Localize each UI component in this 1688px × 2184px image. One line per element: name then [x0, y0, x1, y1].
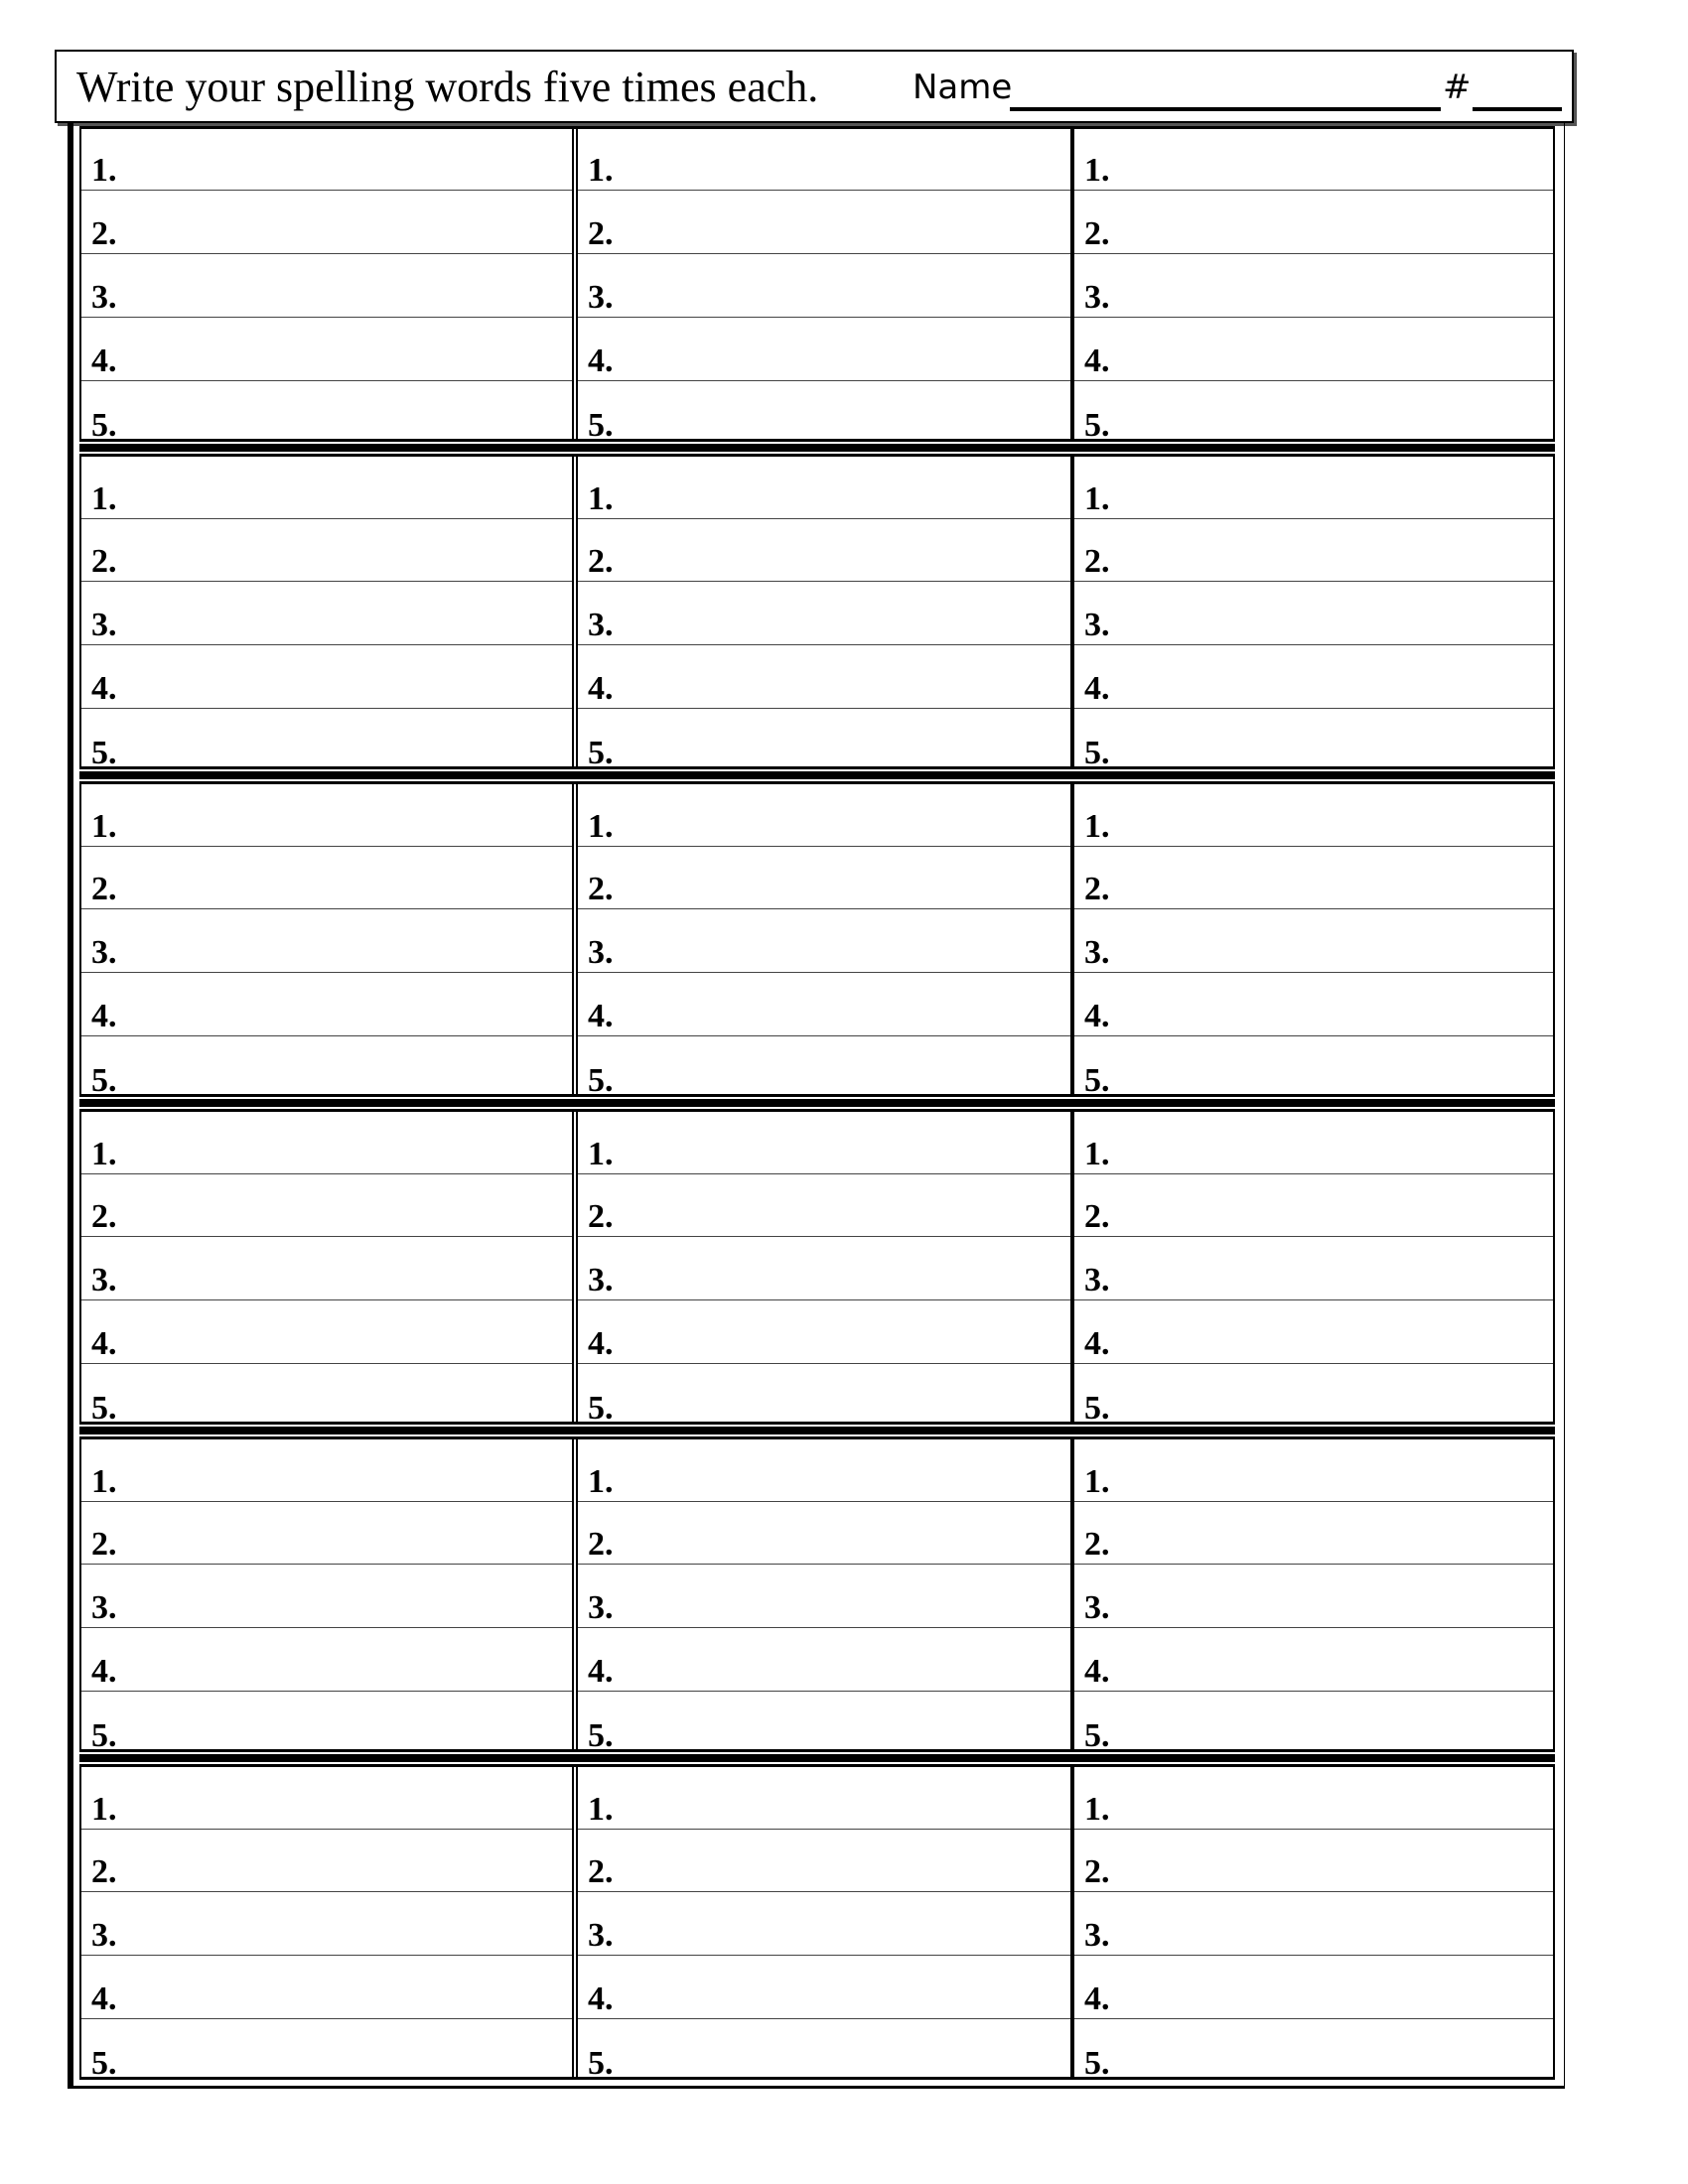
writing-line[interactable] — [578, 191, 1070, 254]
line-number: 5. — [91, 1717, 117, 1754]
line-number: 3. — [91, 1262, 117, 1298]
line-number: 4. — [91, 670, 117, 707]
word-block — [79, 1436, 1555, 1752]
block-separator — [79, 1754, 1555, 1762]
writing-line[interactable] — [1074, 381, 1553, 445]
line-number: 1. — [91, 808, 117, 845]
writing-line[interactable] — [578, 1767, 1070, 1830]
line-number: 2. — [91, 1526, 117, 1563]
line-number: 1. — [588, 480, 614, 517]
writing-line[interactable] — [81, 1956, 572, 2019]
writing-line[interactable] — [578, 1112, 1070, 1174]
line-number: 4. — [588, 998, 614, 1034]
writing-line[interactable] — [578, 1565, 1070, 1628]
writing-line[interactable] — [1074, 1767, 1553, 1830]
word-column — [1072, 1112, 1555, 1427]
line-number: 3. — [91, 279, 117, 316]
line-number: 2. — [1084, 1526, 1110, 1563]
writing-line[interactable] — [578, 381, 1070, 445]
line-number: 4. — [91, 1980, 117, 2017]
writing-line[interactable] — [578, 847, 1070, 909]
writing-line[interactable] — [81, 645, 572, 709]
line-number: 2. — [1084, 215, 1110, 252]
writing-line[interactable] — [578, 645, 1070, 709]
writing-line[interactable] — [81, 1112, 572, 1174]
line-number: 4. — [1084, 1325, 1110, 1362]
line-number: 1. — [1084, 480, 1110, 517]
writing-line[interactable] — [1074, 254, 1553, 318]
writing-line[interactable] — [1074, 1565, 1553, 1628]
line-number: 1. — [1084, 1136, 1110, 1172]
writing-line[interactable] — [578, 1956, 1070, 2019]
line-number: 3. — [91, 934, 117, 971]
writing-line[interactable] — [1074, 784, 1553, 847]
writing-line[interactable] — [81, 191, 572, 254]
line-number: 3. — [1084, 1589, 1110, 1626]
writing-line[interactable] — [578, 784, 1070, 847]
writing-line[interactable] — [578, 1830, 1070, 1892]
line-number: 5. — [91, 1390, 117, 1427]
line-number: 1. — [588, 808, 614, 845]
writing-line[interactable] — [81, 457, 572, 519]
writing-line[interactable] — [81, 1767, 572, 1830]
line-number: 2. — [91, 215, 117, 252]
line-number: 1. — [588, 152, 614, 189]
line-number: 4. — [588, 1653, 614, 1690]
line-number: 3. — [1084, 934, 1110, 971]
writing-line[interactable] — [81, 381, 572, 445]
line-number: 2. — [91, 871, 117, 907]
line-number: 2. — [588, 1853, 614, 1890]
name-blank[interactable] — [1010, 107, 1441, 111]
line-number: 1. — [588, 1136, 614, 1172]
line-number: 3. — [1084, 1917, 1110, 1954]
writing-line[interactable] — [1074, 1112, 1553, 1174]
word-column — [576, 129, 1072, 444]
writing-line[interactable] — [578, 973, 1070, 1036]
writing-line[interactable] — [81, 1565, 572, 1628]
word-column — [576, 784, 1072, 1099]
writing-line[interactable] — [578, 709, 1070, 772]
writing-line[interactable] — [81, 1237, 572, 1300]
line-number: 2. — [91, 1853, 117, 1890]
block-separator — [79, 1099, 1555, 1107]
writing-line[interactable] — [578, 2019, 1070, 2083]
writing-line[interactable] — [81, 973, 572, 1036]
writing-line[interactable] — [1074, 457, 1553, 519]
word-column — [79, 129, 574, 444]
block-separator — [79, 1427, 1555, 1434]
writing-line[interactable] — [81, 709, 572, 772]
line-number: 4. — [588, 1325, 614, 1362]
word-column — [1072, 457, 1555, 771]
word-block — [79, 781, 1555, 1097]
word-column — [79, 1112, 574, 1427]
writing-line[interactable] — [1074, 1830, 1553, 1892]
line-number: 2. — [588, 1526, 614, 1563]
writing-line[interactable] — [578, 1174, 1070, 1237]
line-number: 5. — [588, 1390, 614, 1427]
writing-line[interactable] — [578, 1692, 1070, 1755]
line-number: 1. — [91, 1791, 117, 1828]
line-number: 3. — [588, 279, 614, 316]
writing-line[interactable] — [81, 1300, 572, 1364]
writing-line[interactable] — [81, 1364, 572, 1428]
line-number: 3. — [1084, 607, 1110, 643]
writing-line[interactable] — [81, 909, 572, 973]
word-column — [576, 457, 1072, 771]
word-column — [79, 784, 574, 1099]
line-number: 3. — [1084, 279, 1110, 316]
word-column — [576, 1767, 1072, 2082]
writing-line[interactable] — [1074, 1300, 1553, 1364]
writing-line[interactable] — [1074, 1439, 1553, 1502]
line-number: 2. — [91, 1198, 117, 1235]
writing-line[interactable] — [1074, 2019, 1553, 2083]
word-block — [79, 126, 1555, 442]
line-number: 4. — [91, 998, 117, 1034]
writing-line[interactable] — [578, 1628, 1070, 1692]
writing-line[interactable] — [81, 254, 572, 318]
line-number: 5. — [1084, 2045, 1110, 2082]
line-number: 5. — [588, 1062, 614, 1099]
writing-line[interactable] — [1074, 1237, 1553, 1300]
writing-line[interactable] — [1074, 847, 1553, 909]
line-number: 2. — [588, 1198, 614, 1235]
line-number: 2. — [91, 543, 117, 580]
writing-line[interactable] — [578, 1237, 1070, 1300]
line-number: 4. — [1084, 1653, 1110, 1690]
word-block — [79, 454, 1555, 769]
writing-line[interactable] — [578, 457, 1070, 519]
line-number: 5. — [588, 407, 614, 444]
writing-line[interactable] — [1074, 1628, 1553, 1692]
writing-line[interactable] — [81, 1692, 572, 1755]
instruction-text: Write your spelling words five times each. — [76, 63, 819, 111]
line-number: 1. — [1084, 1791, 1110, 1828]
block-separator — [79, 444, 1555, 452]
line-number: 3. — [91, 607, 117, 643]
writing-line[interactable] — [578, 909, 1070, 973]
writing-line[interactable] — [81, 847, 572, 909]
line-number: 3. — [91, 1917, 117, 1954]
writing-line[interactable] — [1074, 129, 1553, 191]
line-number: 5. — [588, 1717, 614, 1754]
writing-line[interactable] — [1074, 519, 1553, 582]
word-column — [1072, 129, 1555, 444]
line-number: 1. — [1084, 152, 1110, 189]
line-number: 5. — [1084, 407, 1110, 444]
writing-line[interactable] — [578, 519, 1070, 582]
word-column — [1072, 1439, 1555, 1754]
line-number: 4. — [588, 1980, 614, 2017]
line-number: 4. — [1084, 1980, 1110, 2017]
line-number: 4. — [1084, 670, 1110, 707]
writing-line[interactable] — [578, 1364, 1070, 1428]
writing-line[interactable] — [1074, 645, 1553, 709]
writing-line[interactable] — [81, 1892, 572, 1956]
writing-line[interactable] — [81, 1830, 572, 1892]
writing-line[interactable] — [81, 129, 572, 191]
writing-line[interactable] — [81, 2019, 572, 2083]
name-label: Name — [913, 68, 1013, 107]
line-number: 3. — [1084, 1262, 1110, 1298]
writing-line[interactable] — [1074, 1692, 1553, 1755]
number-blank[interactable] — [1473, 107, 1562, 111]
line-number: 4. — [91, 342, 117, 379]
line-number: 5. — [588, 2045, 614, 2082]
writing-line[interactable] — [81, 519, 572, 582]
writing-line[interactable] — [578, 254, 1070, 318]
writing-line[interactable] — [1074, 1502, 1553, 1565]
writing-line[interactable] — [1074, 1892, 1553, 1956]
line-number: 5. — [91, 2045, 117, 2082]
writing-line[interactable] — [81, 1439, 572, 1502]
writing-line[interactable] — [1074, 1956, 1553, 2019]
line-number: 1. — [91, 480, 117, 517]
line-number: 4. — [1084, 342, 1110, 379]
line-number: 3. — [588, 607, 614, 643]
writing-line[interactable] — [1074, 973, 1553, 1036]
line-number: 3. — [588, 934, 614, 971]
line-number: 1. — [91, 152, 117, 189]
word-column — [576, 1112, 1072, 1427]
writing-line[interactable] — [81, 784, 572, 847]
writing-line[interactable] — [81, 1174, 572, 1237]
line-number: 2. — [588, 871, 614, 907]
word-column — [1072, 1767, 1555, 2082]
writing-line[interactable] — [1074, 1174, 1553, 1237]
writing-line[interactable] — [578, 1502, 1070, 1565]
writing-line[interactable] — [578, 1439, 1070, 1502]
line-number: 2. — [1084, 871, 1110, 907]
writing-line[interactable] — [578, 1892, 1070, 1956]
writing-line[interactable] — [578, 582, 1070, 645]
line-number: 3. — [588, 1589, 614, 1626]
line-number: 1. — [91, 1136, 117, 1172]
writing-line[interactable] — [81, 318, 572, 381]
word-block — [79, 1109, 1555, 1425]
writing-line[interactable] — [1074, 1364, 1553, 1428]
line-number: 1. — [588, 1463, 614, 1500]
word-column — [79, 1767, 574, 2082]
line-number: 2. — [588, 543, 614, 580]
writing-line[interactable] — [578, 129, 1070, 191]
line-number: 5. — [1084, 1062, 1110, 1099]
line-number: 1. — [1084, 808, 1110, 845]
line-number: 5. — [91, 407, 117, 444]
line-number: 4. — [588, 670, 614, 707]
number-label: # — [1443, 68, 1472, 107]
line-number: 4. — [91, 1325, 117, 1362]
writing-line[interactable] — [1074, 582, 1553, 645]
word-column — [1072, 784, 1555, 1099]
line-number: 2. — [1084, 1853, 1110, 1890]
line-number: 5. — [1084, 1717, 1110, 1754]
line-number: 1. — [1084, 1463, 1110, 1500]
line-number: 2. — [1084, 1198, 1110, 1235]
line-number: 5. — [588, 735, 614, 771]
writing-line[interactable] — [1074, 318, 1553, 381]
worksheet-header — [55, 50, 1574, 123]
line-number: 3. — [91, 1589, 117, 1626]
line-number: 3. — [588, 1917, 614, 1954]
word-column — [576, 1439, 1072, 1754]
writing-line[interactable] — [1074, 1036, 1553, 1100]
line-number: 1. — [588, 1791, 614, 1828]
line-number: 5. — [91, 1062, 117, 1099]
word-column — [79, 1439, 574, 1754]
line-number: 5. — [1084, 1390, 1110, 1427]
line-number: 4. — [588, 342, 614, 379]
line-number: 4. — [1084, 998, 1110, 1034]
line-number: 5. — [91, 735, 117, 771]
worksheet-grid — [79, 126, 1555, 2086]
line-number: 4. — [91, 1653, 117, 1690]
word-column — [79, 457, 574, 771]
writing-line[interactable] — [1074, 191, 1553, 254]
line-number: 2. — [1084, 543, 1110, 580]
block-separator — [79, 771, 1555, 779]
writing-line[interactable] — [81, 1036, 572, 1100]
writing-line[interactable] — [81, 582, 572, 645]
writing-line[interactable] — [578, 1300, 1070, 1364]
line-number: 3. — [588, 1262, 614, 1298]
writing-line[interactable] — [1074, 909, 1553, 973]
word-block — [79, 1764, 1555, 2080]
line-number: 1. — [91, 1463, 117, 1500]
writing-line[interactable] — [81, 1502, 572, 1565]
writing-line[interactable] — [1074, 709, 1553, 772]
writing-line[interactable] — [578, 318, 1070, 381]
writing-line[interactable] — [578, 1036, 1070, 1100]
writing-line[interactable] — [81, 1628, 572, 1692]
line-number: 5. — [1084, 735, 1110, 771]
line-number: 2. — [588, 215, 614, 252]
